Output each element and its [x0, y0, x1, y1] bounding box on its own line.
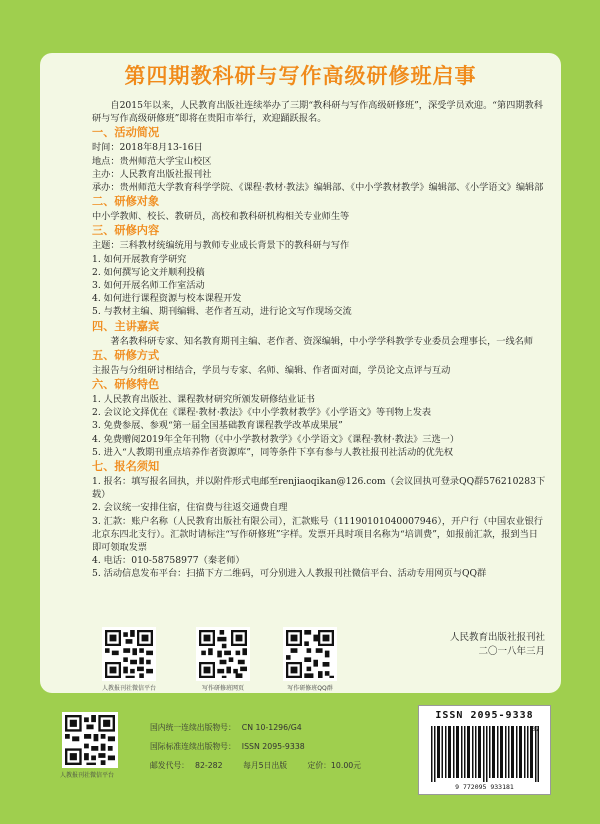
qr-code-icon — [65, 715, 115, 765]
content-line: 1. 如何开展教育学研究 — [92, 253, 187, 265]
section-heading-content: 三、研修内容 — [92, 224, 160, 238]
post-label: 邮发代号： — [150, 761, 189, 770]
section-heading-registration: 七、报名须知 — [92, 460, 160, 474]
feature-line: 5. 进入“人教期刊重点培养作者资源库”，同等条件下享有参与人教社报刊社活动的优先权 — [92, 446, 454, 458]
barcode-issn: ISSN 2095-9338 — [435, 710, 534, 721]
qr-code-wechat[interactable] — [102, 627, 156, 681]
qr-code-icon — [199, 630, 247, 678]
qr-caption-webpage: 写作研修班网页 — [201, 685, 244, 692]
post-value: 82-282 — [194, 761, 223, 770]
activity-line: 承办：贵州师范大学教育科学学院、《课程·教材·教法》编辑部、《中小学教材教学》编辑部、《小学语文》编辑部 — [92, 182, 544, 194]
signature-org: 人民教育出版社报刊社 — [449, 632, 545, 643]
qr-code-webpage[interactable] — [196, 627, 250, 681]
qr-caption-qq-group: 写作研修班QQ群 — [287, 685, 333, 692]
feature-line: 1. 人民教育出版社、课程教材研究所颁发研修结业证书 — [92, 394, 315, 406]
qr-code-bottom[interactable] — [62, 712, 118, 768]
barcode-icon — [431, 726, 539, 782]
activity-line: 时间：2018年8月13-16日 — [92, 142, 203, 154]
activity-line: 主办：人民教育出版社报刊社 — [92, 168, 212, 180]
activity-line: 地点：贵州师范大学宝山校区 — [92, 155, 212, 167]
section-heading-features: 六、研修特色 — [92, 378, 160, 392]
registration-line: 2. 会议统一安排住宿，住宿费与往返交通费自理 — [92, 502, 288, 514]
signature — [450, 631, 545, 659]
price-value: 10.00元 — [330, 761, 362, 770]
qr-code-qq-group[interactable] — [283, 627, 337, 681]
registration-line: 3. 汇款：账户名称（人民教育出版社有限公司），汇款账号（11190101040007946），开户行（中国农业银行北京东四北支行）。汇款时请标注“写作研修班”字样。发票开具时项目名称为“培训费”，如报前汇款，报到当日即可领取发票 — [92, 515, 543, 554]
content-line: 2. 如何撰写论文并顺利投稿 — [92, 266, 205, 278]
format-line: 主报告与分组研讨相结合，学员与专家、名师、编辑、作者面对面，学员论文点评与互动 — [92, 364, 451, 376]
cn-row — [150, 718, 361, 737]
qr-code-icon — [286, 630, 334, 678]
notice-body — [92, 99, 546, 581]
registration-line: 1. 报名：填写报名回执，并以附件形式电邮至renjiaoqikan@126.com（会议回执可登录QQ群576210283下载） — [92, 476, 546, 501]
section-heading-audience: 二、研修对象 — [92, 195, 160, 209]
feature-line: 2. 会议论文择优在《课程·教材·教法》《中小学教材教学》《小学语文》等刊物上发表 — [92, 407, 432, 419]
publication-info — [150, 718, 361, 775]
cn-label: 国内统一连续出版物号： — [150, 723, 236, 732]
content-line: 4. 如何进行课程资源与校本课程开发 — [92, 293, 242, 305]
content-line: 3. 如何开展名师工作室活动 — [92, 280, 205, 292]
barcode-addon: 07 — [532, 726, 540, 733]
issn-label: 国际标准连续出版物号： — [150, 742, 236, 751]
intro-paragraph: 自2015年以来，人民教育出版社连续举办了三期“教科研与写作高级研修班”，深受学员欢迎。“第四期教科研与写作高级研修班”即将在贵阳市举行，欢迎踊跃报名。 — [92, 100, 543, 125]
feature-line: 4. 免费赠阅2019年全年刊物（《中小学教材教学》《小学语文》《课程·教材·教法》三选一） — [92, 433, 460, 445]
notice-title: 第四期教科研与写作高级研修班启事 — [124, 64, 477, 88]
registration-line: 5. 活动信息发布平台：扫描下方二维码，可分别进入人教报刊社微信平台、活动专用网页与QQ群 — [92, 568, 487, 580]
post-row — [150, 756, 361, 775]
registration-line: 4. 电话：010-58758977（秦老师） — [92, 555, 245, 567]
qr-code-icon — [105, 630, 153, 678]
section-heading-speakers: 四、主讲嘉宾 — [92, 319, 160, 333]
barcode-number: 9 772095 933181 — [455, 783, 514, 791]
content-line: 5. 与教材主编、期刊编辑、老作者互动，进行论文写作现场交流 — [92, 306, 352, 318]
feature-line: 3. 免费参展、参观“第一届全国基础教育课程教学改革成果展” — [92, 420, 343, 432]
audience-line: 中小学教师、校长、教研员，高校和教科研机构相关专业师生等 — [92, 211, 350, 223]
qr-caption-wechat: 人教报刊社微信平台 — [101, 685, 156, 692]
frequency: 每月5日出版 — [243, 761, 288, 770]
issn-row — [150, 737, 361, 756]
issn-value: ISSN 2095-9338 — [241, 742, 305, 751]
signature-date: 二〇一八年三月 — [478, 646, 545, 657]
speakers-line: 著名教科研专家、知名教育期刊主编、老作者、资深编辑，中小学学科教学专业委员会理事长，一线名师 — [110, 335, 534, 347]
cn-value: CN 10-1296/G4 — [241, 723, 302, 732]
qr-caption-bottom: 人教报刊社微信平台 — [59, 772, 114, 779]
price-label: 定价： — [307, 761, 331, 770]
content-line: 主题：三科教材统编统用与教师专业成长背景下的教科研与写作 — [92, 240, 350, 252]
section-heading-format: 五、研修方式 — [92, 348, 160, 362]
section-heading-activity: 一、活动简况 — [92, 126, 160, 140]
barcode-box — [418, 705, 551, 795]
